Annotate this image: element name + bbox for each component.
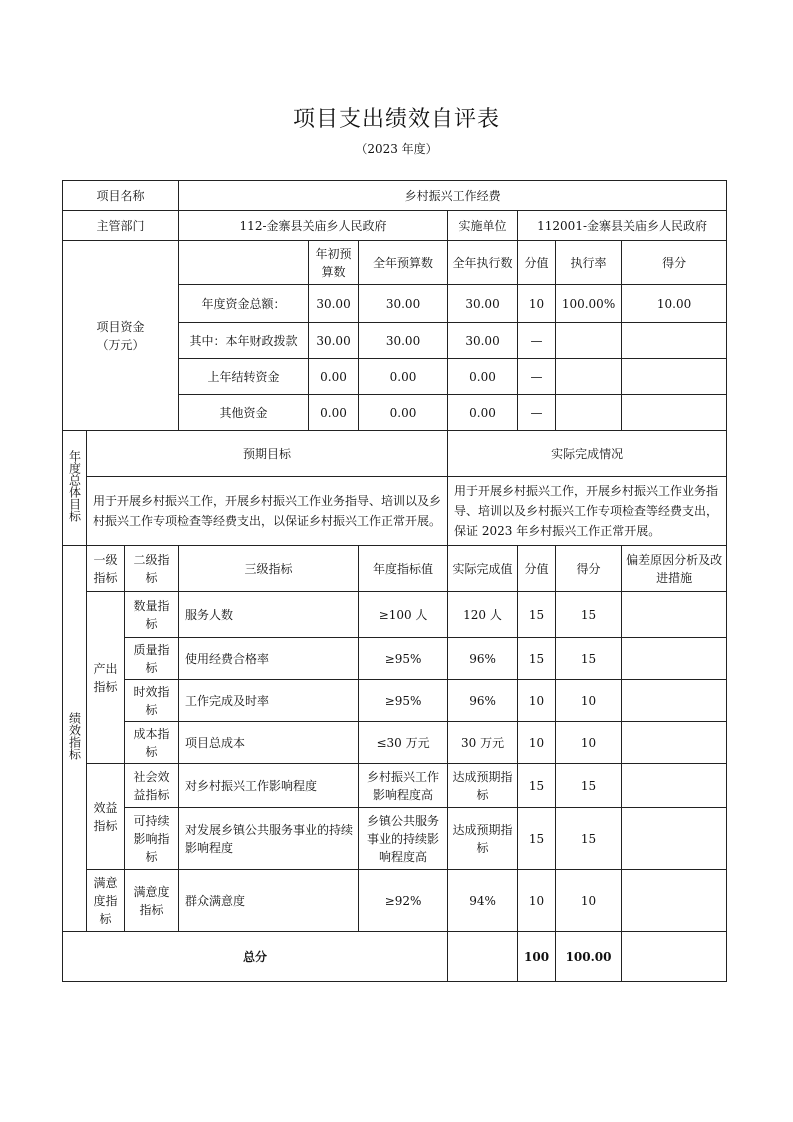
perf-actual: 96% — [448, 680, 518, 722]
perf-val: 15 — [518, 808, 556, 870]
perf-val: 15 — [518, 638, 556, 680]
total-score: 100.00 — [556, 932, 622, 982]
funds-row-name: 其中：本年财政拨款 — [179, 323, 309, 359]
funds-row-val: — — [518, 323, 556, 359]
perf-target: ≥92% — [359, 870, 448, 932]
perf-score: 15 — [556, 638, 622, 680]
perf-val: 10 — [518, 870, 556, 932]
perf-header-l1: 一级指标 — [87, 546, 125, 592]
perf-header-score: 得分 — [556, 546, 622, 592]
total-val: 100 — [518, 932, 556, 982]
funds-row-init: 0.00 — [309, 359, 359, 395]
funds-label — [63, 241, 179, 431]
perf-target: ≤30 万元 — [359, 722, 448, 764]
perf-l3: 使用经费合格率 — [179, 638, 359, 680]
perf-l1-satisfaction: 满意度指标 — [87, 870, 125, 932]
perf-target: ≥100 人 — [359, 592, 448, 638]
funds-row-name: 上年结转资金 — [179, 359, 309, 395]
perf-score: 15 — [556, 808, 622, 870]
funds-row-score: 10.00 — [622, 285, 727, 323]
funds-row-val: — — [518, 395, 556, 431]
perf-note — [622, 870, 727, 932]
goals-label — [63, 431, 87, 546]
funds-row-score — [622, 395, 727, 431]
perf-l2: 满意度指标 — [125, 870, 179, 932]
perf-l2: 质量指标 — [125, 638, 179, 680]
funds-row-annual: 30.00 — [359, 323, 448, 359]
perf-header-val: 分值 — [518, 546, 556, 592]
perf-note — [622, 808, 727, 870]
perf-actual: 30 万元 — [448, 722, 518, 764]
funds-header-score: 得分 — [622, 241, 727, 285]
funds-row-score — [622, 323, 727, 359]
funds-row-rate — [556, 395, 622, 431]
project-name-value: 乡村振兴工作经费 — [179, 181, 727, 211]
funds-row-name: 年度资金总额： — [179, 285, 309, 323]
goals-label-text: 年度总体目标 — [67, 449, 82, 522]
goals-expected-text: 用于开展乡村振兴工作，开展乡村振兴工作业务指导、培训以及乡村振兴工作专项检查等经费支出，以保证乡村振兴工作正常开展。 — [87, 477, 448, 546]
funds-row-rate: 100.00% — [556, 285, 622, 323]
perf-val: 15 — [518, 592, 556, 638]
perf-target: ≥95% — [359, 680, 448, 722]
funds-row-annual: 30.00 — [359, 285, 448, 323]
funds-row-rate — [556, 359, 622, 395]
perf-l2: 社会效益指标 — [125, 764, 179, 808]
perf-l3: 工作完成及时率 — [179, 680, 359, 722]
perf-l2: 数量指标 — [125, 592, 179, 638]
perf-val: 15 — [518, 764, 556, 808]
perf-score: 15 — [556, 592, 622, 638]
funds-row-exec: 0.00 — [448, 395, 518, 431]
evaluation-table — [62, 180, 727, 982]
perf-l2: 可持续影响指标 — [125, 808, 179, 870]
funds-row-val: 10 — [518, 285, 556, 323]
perf-l1-benefit: 效益指标 — [87, 764, 125, 870]
funds-row-init: 30.00 — [309, 323, 359, 359]
goals-expected-label: 预期目标 — [87, 431, 448, 477]
perf-score: 10 — [556, 870, 622, 932]
total-label: 总分 — [63, 932, 448, 982]
perf-label — [63, 546, 87, 932]
perf-note — [622, 638, 727, 680]
perf-actual: 达成预期指标 — [448, 808, 518, 870]
funds-header-annual: 全年预算数 — [359, 241, 448, 285]
funds-row-init: 0.00 — [309, 395, 359, 431]
dept-value: 112-金寨县关庙乡人民政府 — [179, 211, 448, 241]
perf-note — [622, 592, 727, 638]
funds-label-text: 项目资金 — [96, 319, 145, 334]
perf-target: ≥95% — [359, 638, 448, 680]
funds-row-rate — [556, 323, 622, 359]
funds-header-blank — [179, 241, 309, 285]
perf-l3: 对乡村振兴工作影响程度 — [179, 764, 359, 808]
perf-l3: 对发展乡镇公共服务事业的持续影响程度 — [179, 808, 359, 870]
perf-val: 10 — [518, 722, 556, 764]
funds-row-annual: 0.00 — [359, 359, 448, 395]
perf-val: 10 — [518, 680, 556, 722]
funds-row-val: — — [518, 359, 556, 395]
perf-target: 乡村振兴工作影响程度高 — [359, 764, 448, 808]
total-blank — [448, 932, 518, 982]
goals-actual-label: 实际完成情况 — [448, 431, 727, 477]
perf-l3: 群众满意度 — [179, 870, 359, 932]
perf-note — [622, 680, 727, 722]
perf-header-l2: 二级指标 — [125, 546, 179, 592]
funds-row-exec: 30.00 — [448, 323, 518, 359]
perf-header-actual: 实际完成值 — [448, 546, 518, 592]
perf-score: 10 — [556, 680, 622, 722]
dept-label: 主管部门 — [63, 211, 179, 241]
perf-l2: 时效指标 — [125, 680, 179, 722]
project-name-label: 项目名称 — [63, 181, 179, 211]
perf-header-target: 年度指标值 — [359, 546, 448, 592]
funds-header-rate: 执行率 — [556, 241, 622, 285]
funds-header-val: 分值 — [518, 241, 556, 285]
perf-note — [622, 764, 727, 808]
funds-row-init: 30.00 — [309, 285, 359, 323]
funds-row-name: 其他资金 — [179, 395, 309, 431]
perf-target: 乡镇公共服务事业的持续影响程度高 — [359, 808, 448, 870]
perf-score: 10 — [556, 722, 622, 764]
funds-row-exec: 0.00 — [448, 359, 518, 395]
perf-label-text: 绩效指标 — [67, 712, 82, 760]
perf-header-note: 偏差原因分析及改进措施 — [622, 546, 727, 592]
goals-actual-text: 用于开展乡村振兴工作，开展乡村振兴工作业务指导、培训以及乡村振兴工作专项检查等经费支出，保证 2023 年乡村振兴工作正常开展。 — [448, 477, 727, 546]
perf-actual: 120 人 — [448, 592, 518, 638]
perf-note — [622, 722, 727, 764]
impl-label: 实施单位 — [448, 211, 518, 241]
funds-row-score — [622, 359, 727, 395]
page-title: 项目支出绩效自评表 — [292, 107, 500, 132]
perf-l1-output: 产出指标 — [87, 592, 125, 764]
perf-l2: 成本指标 — [125, 722, 179, 764]
perf-score: 15 — [556, 764, 622, 808]
perf-actual: 94% — [448, 870, 518, 932]
impl-value: 112001-金寨县关庙乡人民政府 — [518, 211, 727, 241]
perf-actual: 96% — [448, 638, 518, 680]
funds-header-init: 年初预算数 — [309, 241, 359, 285]
funds-unit-text: （万元） — [96, 337, 145, 352]
report-year: （2023 年度） — [355, 142, 438, 156]
funds-row-annual: 0.00 — [359, 395, 448, 431]
funds-row-exec: 30.00 — [448, 285, 518, 323]
perf-l3: 服务人数 — [179, 592, 359, 638]
total-note — [622, 932, 727, 982]
perf-actual: 达成预期指标 — [448, 764, 518, 808]
perf-l3: 项目总成本 — [179, 722, 359, 764]
perf-header-l3: 三级指标 — [179, 546, 359, 592]
funds-header-exec: 全年执行数 — [448, 241, 518, 285]
